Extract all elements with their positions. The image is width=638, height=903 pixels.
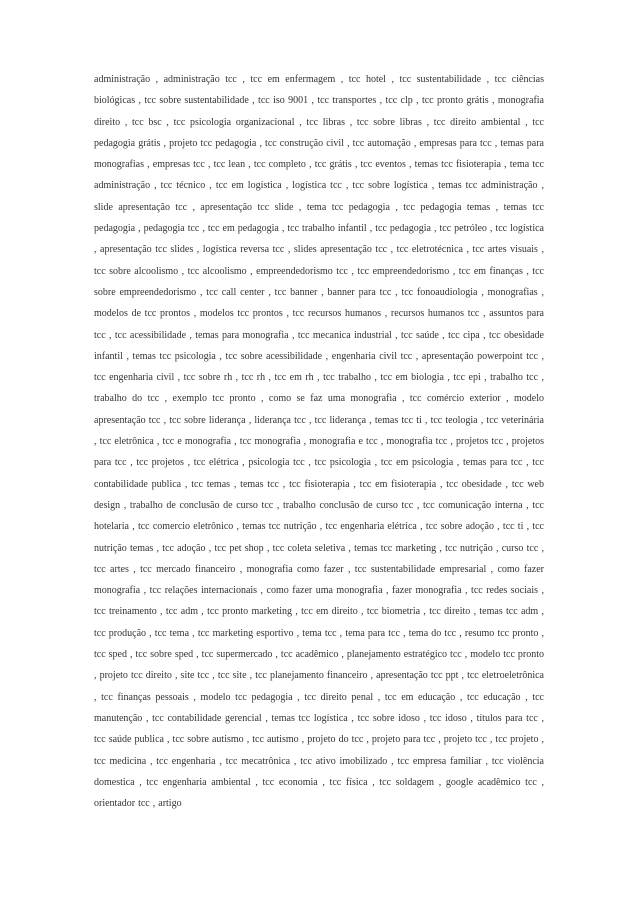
keyword-paragraph: administração , administração tcc , tcc em enfermagem , tcc hotel , tcc sustentabilidade , tcc ciências biológicas , tcc sobre sustentabilidade , tcc iso 9001 , tcc transportes , tcc clp , tcc pronto grátis , monografia direito , tcc bsc , tcc psicologia organizacional , tcc libras , tcc sobre libras , tcc direito ambiental , tcc pedagogia grátis , projeto tcc pedagogia , tcc construção civil , tcc automação , empresas para tcc , temas para monografias , empresas tcc , tcc lean , tcc completo , tcc grátis , tcc eventos , temas tcc fisioterapia , tema tcc administração , tcc técnico , tcc em logística , logística tcc , tcc sobre logística , temas tcc administração , slide apresentação tcc , apresentação tcc slide , tema tcc pedagogia , tcc pedagogia temas , temas tcc pedagogia , pedagogia tcc , tcc em pedagogia , tcc trabalho infantil , tcc pedagogia , tcc petróleo , tcc logística , apresentação tcc slides , logística reversa tcc , slides apresentação tcc , tcc eletrotécnica , tcc artes visuais , tcc sobre alcoolismo , tcc alcoolismo , empreendedorismo tcc , tcc empreendedorismo , tcc em finanças , tcc sobre empreendedorismo , tcc call center , tcc banner , banner para tcc , tcc fonoaudiologia , monografias , modelos de tcc prontos , modelos tcc prontos , tcc recursos humanos , recursos humanos tcc , assuntos para tcc , tcc acessibilidade , temas para monografia , tcc mecanica industrial , tcc saúde , tcc cipa , tcc obesidade infantil , temas tcc psicologia , tcc sobre acessibilidade , engenharia civil tcc , apresentação powerpoint tcc , tcc engenharia civil , tcc sobre rh , tcc rh , tcc em rh , tcc trabalho , tcc em biologia , tcc epi , trabalho tcc , trabalho do tcc , exemplo tcc pronto , como se faz uma monografia , tcc comércio exterior , modelo apresentação tcc , tcc sobre liderança , liderança tcc , tcc liderança , temas tcc ti , tcc teologia , tcc veterinária , tcc eletrônica , tcc e monografia , tcc monografia , monografia e tcc , monografia tcc , projetos tcc , projetos para tcc , tcc projetos , tcc elétrica , psicologia tcc , tcc psicologia , tcc em psicologia , temas para tcc , tcc contabilidade publica , tcc temas , temas tcc , tcc fisioterapia , tcc em fisioterapia , tcc obesidade , tcc web design , trabalho de conclusão de curso tcc , trabalho conclusão de curso tcc , tcc comunicação interna , tcc hotelaria , tcc comercio eletrônico , temas tcc nutrição , tcc engenharia elétrica , tcc sobre adoção , tcc ti , tcc nutrição temas , tcc adoção , tcc pet shop , tcc coleta seletiva , temas tcc marketing , tcc nutrição , curso tcc , tcc artes , tcc mercado financeiro , monografia como fazer , tcc sustentabilidade empresarial , como fazer monografia , tcc relações internacionais , como fazer uma monografia , fazer monografia , tcc redes sociais , tcc treinamento , tcc adm , tcc pronto marketing , tcc em direito , tcc biometria , tcc direito , temas tcc adm , tcc produção , tcc tema , tcc marketing esportivo , tema tcc , tema para tcc , tema do tcc , resumo tcc pronto , tcc sped , tcc sobre sped , tcc supermercado , tcc acadêmico , planejamento estratégico tcc , modelo tcc pronto , projeto tcc direito , site tcc , tcc site , tcc planejamento financeiro , apresentação tcc ppt , tcc eletroeletrônica , tcc finanças pessoais , modelo tcc pedagogia , tcc direito penal , tcc em educação , tcc educação , tcc manutenção , tcc contabilidade gerencial , temas tcc logística , tcc sobre idoso , tcc idoso , títulos para tcc , tcc saúde publica , tcc sobre autismo , tcc autismo , projeto do tcc , projeto para tcc , projeto tcc , tcc projeto , tcc medicina , tcc engenharia , tcc mecatrônica , tcc ativo imobilizado , tcc empresa familiar , tcc violência domestica , tcc engenharia ambiental , tcc economia , tcc física , tcc soldagem , google acadêmico tcc , orientador tcc , artigo	[94, 74, 544, 810]
